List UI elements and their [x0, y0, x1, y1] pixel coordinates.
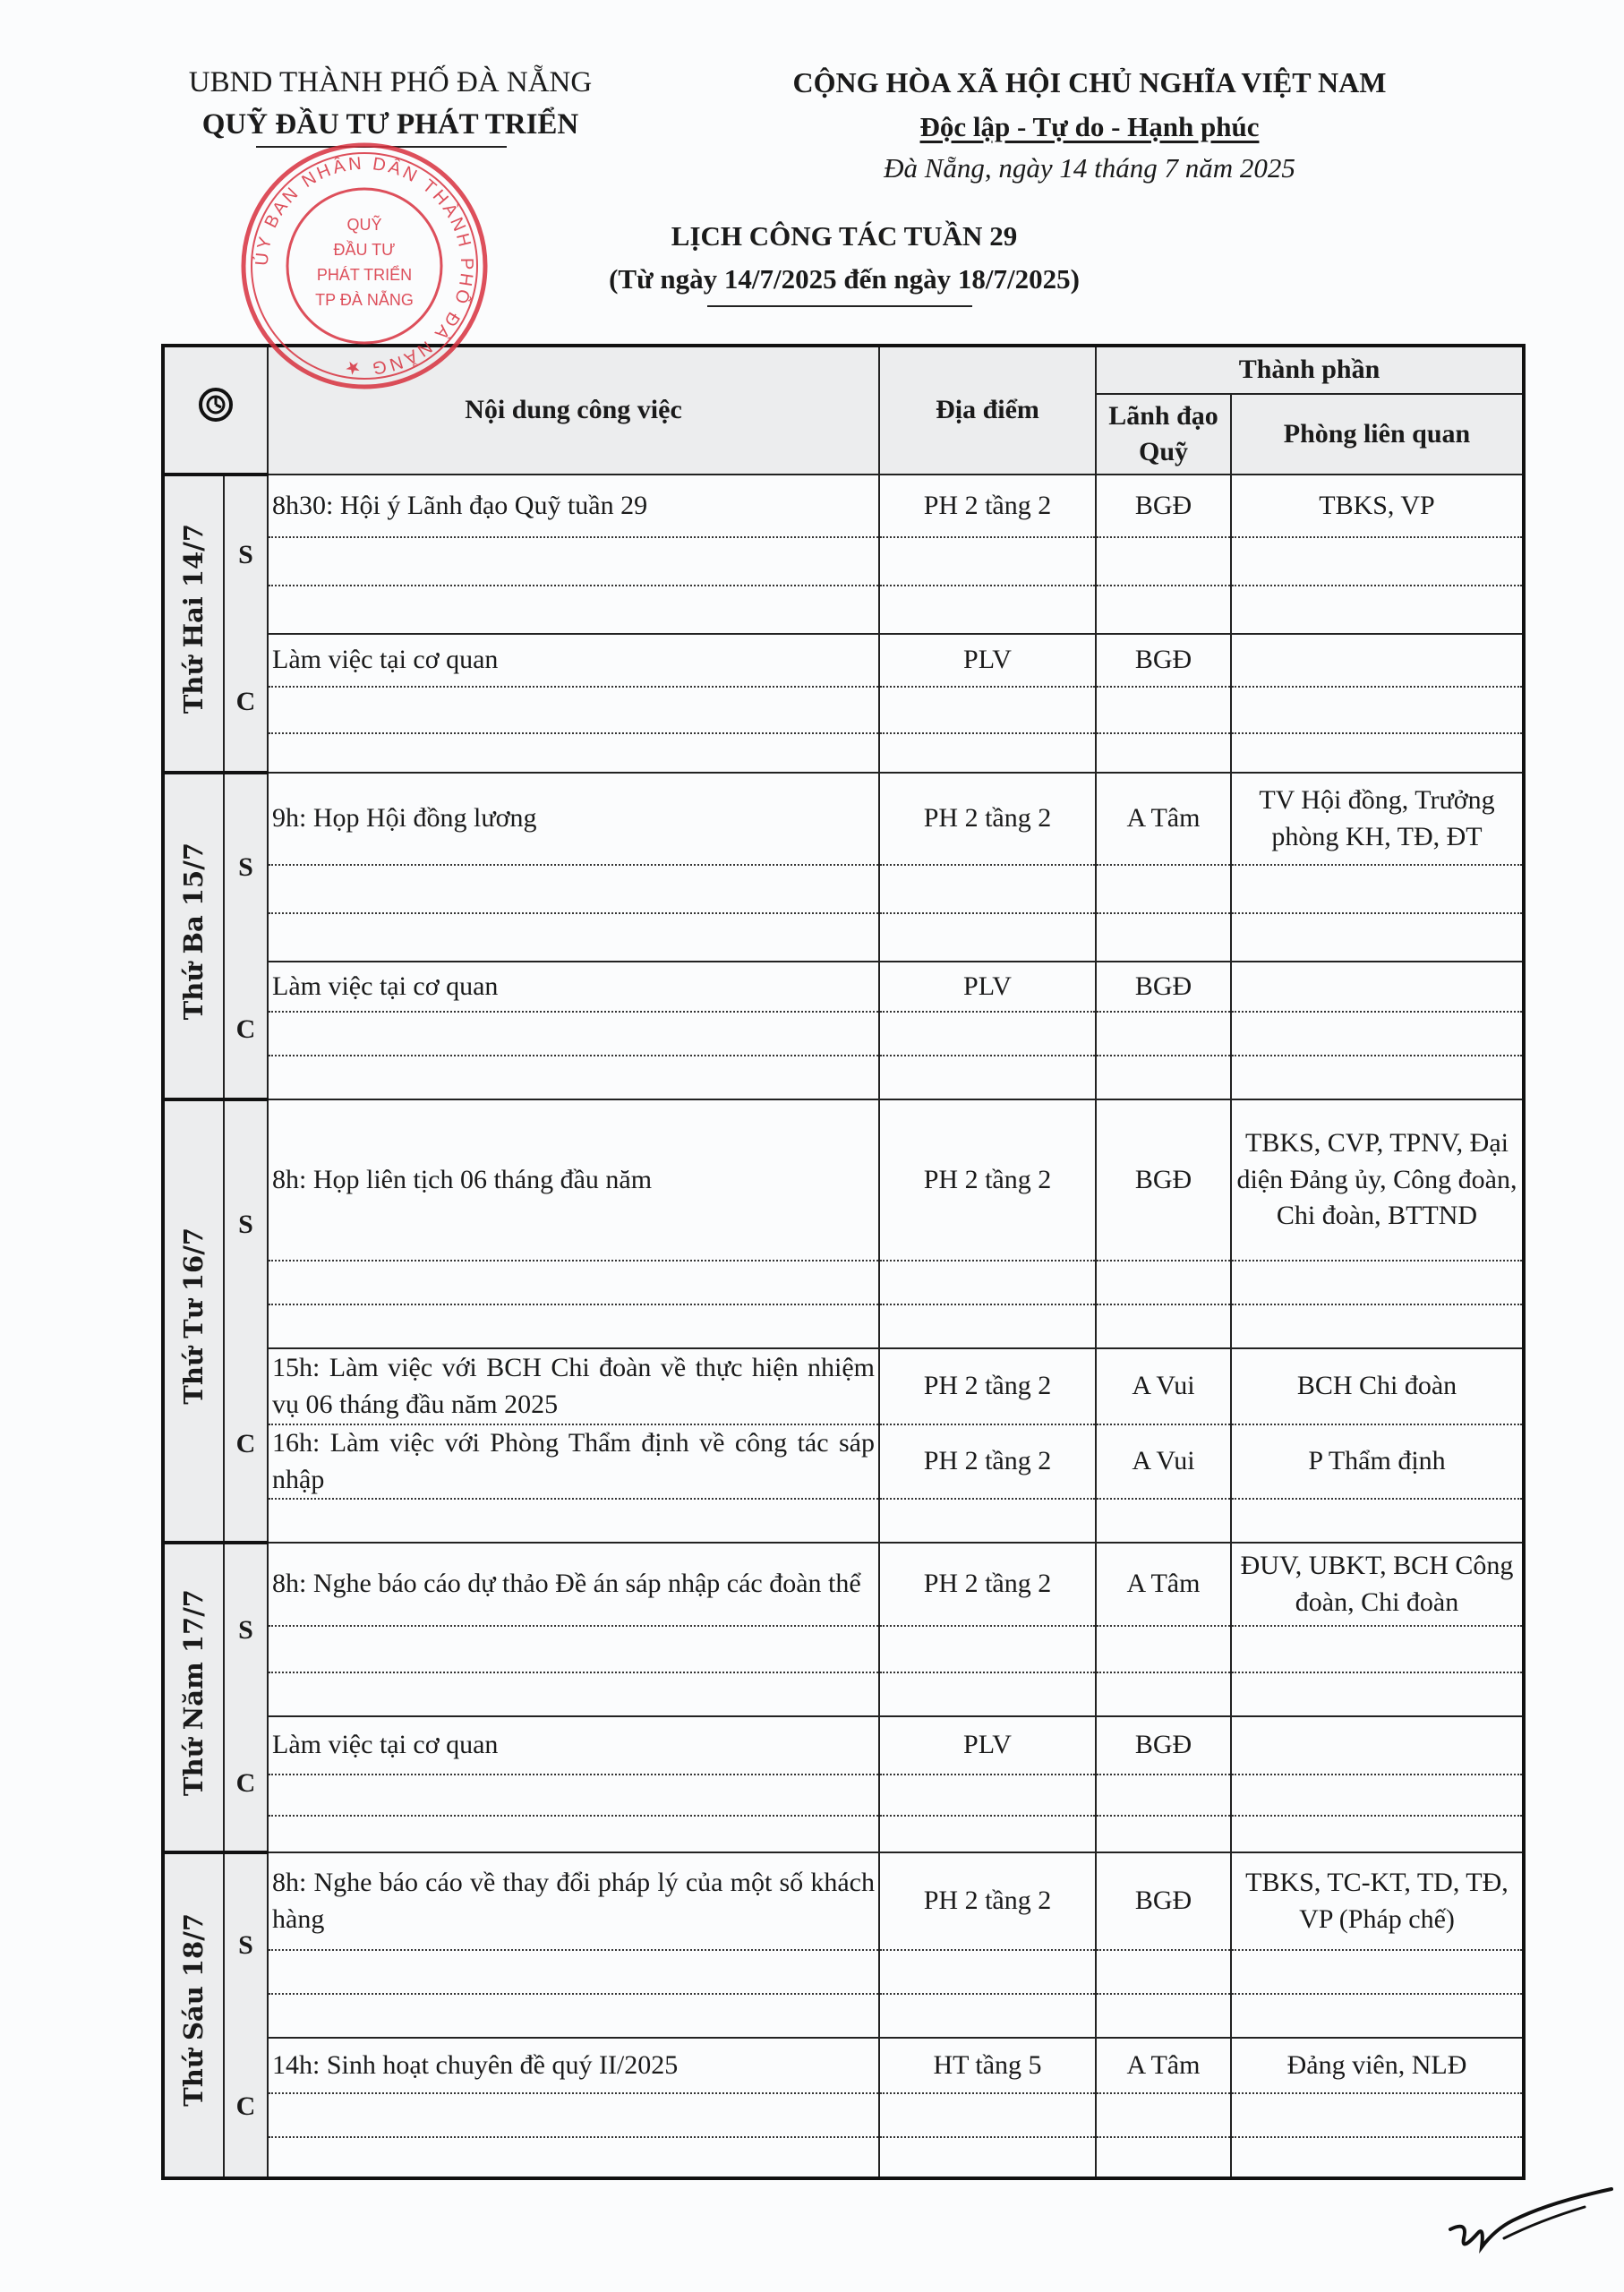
task-departments — [1231, 1056, 1524, 1099]
task-leader — [1096, 1672, 1231, 1716]
task-location — [879, 537, 1096, 586]
table-row — [163, 2038, 1524, 2093]
day-label: Thứ Tư 16/7 — [177, 1227, 209, 1405]
table-row — [163, 773, 1524, 865]
table-row — [163, 1304, 1524, 1348]
table-row — [163, 1775, 1524, 1816]
task-content — [268, 1816, 879, 1852]
task-location: HT tầng 5 — [879, 2038, 1096, 2093]
table-row — [163, 2137, 1524, 2178]
session-code: S — [224, 1543, 268, 1716]
task-content: Làm việc tại cơ quan — [268, 634, 879, 687]
table-row — [163, 913, 1524, 962]
task-leader — [1096, 586, 1231, 634]
task-location: PH 2 tầng 2 — [879, 475, 1096, 537]
header-location: Địa điểm — [879, 346, 1096, 475]
task-content — [268, 913, 879, 962]
table-row — [163, 1672, 1524, 1716]
task-location: PH 2 tầng 2 — [879, 1348, 1096, 1424]
day-label-cell — [163, 1099, 224, 1543]
session-code: S — [224, 475, 268, 634]
table-row — [163, 1424, 1524, 1499]
session-code: S — [224, 1852, 268, 2038]
task-content — [268, 1012, 879, 1056]
task-content — [268, 733, 879, 773]
table-row — [163, 2093, 1524, 2137]
table-row — [163, 1716, 1524, 1775]
task-content: 14h: Sinh hoạt chuyên đề quý II/2025 — [268, 2038, 879, 2093]
table-row — [163, 1499, 1524, 1543]
task-leader — [1096, 865, 1231, 913]
svg-text:ỦY BAN NHÂN DÂN THÀNH PHỐ ĐÀ N: ỦY BAN NHÂN DÂN THÀNH PHỐ ĐÀ NẴNG ★ — [252, 153, 477, 379]
national-title: CỘNG HÒA XÃ HỘI CHỦ NGHĨA VIỆT NAM — [792, 66, 1387, 98]
task-departments — [1231, 2093, 1524, 2137]
header-content: Nội dung công việc — [268, 346, 879, 475]
day-label-cell — [163, 1543, 224, 1852]
task-content: 9h: Họp Hội đồng lương — [268, 773, 879, 865]
day-label: Thứ Ba 15/7 — [177, 842, 209, 1020]
schedule-body — [163, 475, 1524, 2178]
table-row — [163, 1816, 1524, 1852]
task-leader — [1096, 537, 1231, 586]
task-leader: A Tâm — [1096, 2038, 1231, 2093]
task-content: 8h30: Hội ý Lãnh đạo Quỹ tuần 29 — [268, 475, 879, 537]
task-departments — [1231, 1716, 1524, 1775]
task-leader: BGĐ — [1096, 962, 1231, 1012]
task-leader — [1096, 1816, 1231, 1852]
task-content: Làm việc tại cơ quan — [268, 962, 879, 1012]
task-leader: A Tâm — [1096, 1543, 1231, 1626]
task-leader: BGĐ — [1096, 1852, 1231, 1950]
header-leader: Lãnh đạo Quỹ — [1096, 394, 1231, 475]
day-label-cell — [163, 475, 224, 773]
task-content — [268, 537, 879, 586]
task-departments — [1231, 586, 1524, 634]
title-underline — [707, 305, 972, 307]
table-row — [163, 1543, 1524, 1626]
task-leader — [1096, 913, 1231, 962]
task-leader — [1096, 2137, 1231, 2178]
task-departments — [1231, 1499, 1524, 1543]
task-leader: A Vui — [1096, 1424, 1231, 1499]
day-label: Thứ Hai 14/7 — [177, 523, 209, 714]
task-departments — [1231, 1012, 1524, 1056]
svg-text:QUỸ: QUỸ — [346, 216, 382, 234]
table-row — [163, 733, 1524, 773]
day-label-cell — [163, 1852, 224, 2178]
task-leader — [1096, 1994, 1231, 2038]
task-content — [268, 1056, 879, 1099]
task-location: PH 2 tầng 2 — [879, 1852, 1096, 1950]
task-content: 8h: Nghe báo cáo về thay đổi pháp lý của một số khách hàng — [268, 1852, 879, 1950]
task-location — [879, 913, 1096, 962]
task-content — [268, 1304, 879, 1348]
task-departments — [1231, 634, 1524, 687]
task-location: PH 2 tầng 2 — [879, 1543, 1096, 1626]
table-row — [163, 1261, 1524, 1304]
task-departments — [1231, 1672, 1524, 1716]
schedule-table — [161, 344, 1526, 2180]
table-row — [163, 634, 1524, 687]
task-departments: ĐUV, UBKT, BCH Công đoàn, Chi đoàn — [1231, 1543, 1524, 1626]
table-row — [163, 1994, 1524, 2038]
task-location — [879, 1816, 1096, 1852]
table-row — [163, 1012, 1524, 1056]
task-location: PH 2 tầng 2 — [879, 1099, 1096, 1261]
task-leader — [1096, 1499, 1231, 1543]
task-leader — [1096, 1012, 1231, 1056]
task-location — [879, 1261, 1096, 1304]
doc-subtitle: (Từ ngày 14/7/2025 đến ngày 18/7/2025) — [609, 263, 1080, 295]
task-leader — [1096, 1304, 1231, 1348]
task-leader — [1096, 2093, 1231, 2137]
org-name: QUỸ ĐẦU TƯ PHÁT TRIỂN — [201, 108, 579, 141]
header-participants: Thành phần — [1096, 346, 1524, 394]
task-content — [268, 865, 879, 913]
task-location — [879, 1012, 1096, 1056]
task-content — [268, 1499, 879, 1543]
task-location — [879, 586, 1096, 634]
task-departments — [1231, 2137, 1524, 2178]
task-location — [879, 1056, 1096, 1099]
session-code: C — [224, 1716, 268, 1852]
task-departments: Đảng viên, NLĐ — [1231, 2038, 1524, 2093]
task-departments: TV Hội đồng, Trưởng phòng KH, TĐ, ĐT — [1231, 773, 1524, 865]
table-row — [163, 537, 1524, 586]
task-leader — [1096, 1261, 1231, 1304]
task-location — [879, 733, 1096, 773]
header-departments: Phòng liên quan — [1231, 394, 1524, 475]
day-label-cell — [163, 773, 224, 1099]
task-departments — [1231, 1994, 1524, 2038]
svg-text:PHÁT TRIỂN: PHÁT TRIỂN — [316, 266, 413, 284]
task-departments — [1231, 962, 1524, 1012]
task-departments — [1231, 865, 1524, 913]
table-row — [163, 865, 1524, 913]
day-label: Thứ Sáu 18/7 — [177, 1913, 209, 2108]
session-code: C — [224, 962, 268, 1099]
task-location — [879, 1775, 1096, 1816]
official-stamp — [235, 136, 494, 396]
session-code: C — [224, 2038, 268, 2178]
task-location: PLV — [879, 1716, 1096, 1775]
task-departments: TBKS, CVP, TPNV, Đại diện Đảng ủy, Công đoàn, Chi đoàn, BTTND — [1231, 1099, 1524, 1261]
doc-title: LỊCH CÔNG TÁC TUẦN 29 — [671, 220, 1018, 252]
task-content: Làm việc tại cơ quan — [268, 1716, 879, 1775]
task-location: PH 2 tầng 2 — [879, 1424, 1096, 1499]
task-location: PLV — [879, 962, 1096, 1012]
task-location: PH 2 tầng 2 — [879, 773, 1096, 865]
task-departments — [1231, 1261, 1524, 1304]
task-location — [879, 2093, 1096, 2137]
table-row — [163, 1852, 1524, 1950]
task-location — [879, 1994, 1096, 2038]
task-leader: BGĐ — [1096, 475, 1231, 537]
table-row — [163, 1348, 1524, 1424]
task-leader: BGĐ — [1096, 1716, 1231, 1775]
task-departments: TBKS, TC-KT, TD, TĐ, VP (Pháp chế) — [1231, 1852, 1524, 1950]
task-leader: A Vui — [1096, 1348, 1231, 1424]
task-location: PLV — [879, 634, 1096, 687]
task-content — [268, 2137, 879, 2178]
task-departments — [1231, 1816, 1524, 1852]
task-departments — [1231, 687, 1524, 733]
task-leader — [1096, 1775, 1231, 1816]
task-leader: A Tâm — [1096, 773, 1231, 865]
table-row — [163, 1626, 1524, 1672]
task-departments: TBKS, VP — [1231, 475, 1524, 537]
session-code: S — [224, 773, 268, 962]
task-leader: BGĐ — [1096, 634, 1231, 687]
task-location — [879, 2137, 1096, 2178]
task-departments — [1231, 733, 1524, 773]
org-parent: UBND THÀNH PHỐ ĐÀ NẴNG — [188, 66, 593, 98]
task-location — [879, 687, 1096, 733]
task-location — [879, 1499, 1096, 1543]
task-departments — [1231, 1950, 1524, 1994]
task-content — [268, 1950, 879, 1994]
task-content — [268, 1261, 879, 1304]
task-content — [268, 586, 879, 634]
task-content: 15h: Làm việc với BCH Chi đoàn về thực hiện nhiệm vụ 06 tháng đầu năm 2025 — [268, 1348, 879, 1424]
clock-icon — [198, 387, 234, 423]
place-date: Đà Nẵng, ngày 14 tháng 7 năm 2025 — [884, 152, 1295, 184]
table-row — [163, 687, 1524, 733]
task-leader — [1096, 687, 1231, 733]
table-row — [163, 1099, 1524, 1261]
task-content — [268, 2093, 879, 2137]
task-departments — [1231, 537, 1524, 586]
task-leader — [1096, 1056, 1231, 1099]
task-location — [879, 865, 1096, 913]
task-location — [879, 1626, 1096, 1672]
task-leader — [1096, 733, 1231, 773]
task-location — [879, 1672, 1096, 1716]
table-row — [163, 1056, 1524, 1099]
task-location — [879, 1950, 1096, 1994]
task-departments: BCH Chi đoàn — [1231, 1348, 1524, 1424]
task-leader: BGĐ — [1096, 1099, 1231, 1261]
task-leader — [1096, 1626, 1231, 1672]
task-departments — [1231, 1304, 1524, 1348]
session-code: C — [224, 1348, 268, 1543]
task-content — [268, 1775, 879, 1816]
session-code: C — [224, 634, 268, 773]
task-content: 8h: Họp liên tịch 06 tháng đầu năm — [268, 1099, 879, 1261]
task-content — [268, 1626, 879, 1672]
task-departments — [1231, 1626, 1524, 1672]
svg-text:TP ĐÀ NẴNG: TP ĐÀ NẴNG — [315, 291, 414, 309]
signature — [1441, 2185, 1620, 2265]
task-content: 8h: Nghe báo cáo dự thảo Đề án sáp nhập các đoàn thể — [268, 1543, 879, 1626]
day-label: Thứ Năm 17/7 — [177, 1588, 209, 1796]
svg-text:ĐẦU TƯ: ĐẦU TƯ — [333, 241, 396, 259]
task-departments — [1231, 1775, 1524, 1816]
task-content — [268, 1672, 879, 1716]
task-content — [268, 1994, 879, 2038]
session-code: S — [224, 1099, 268, 1348]
table-row — [163, 586, 1524, 634]
task-content: 16h: Làm việc với Phòng Thẩm định về công tác sáp nhập — [268, 1424, 879, 1499]
task-location — [879, 1304, 1096, 1348]
task-content — [268, 687, 879, 733]
task-departments: P Thẩm định — [1231, 1424, 1524, 1499]
table-row — [163, 1950, 1524, 1994]
table-row — [163, 475, 1524, 537]
task-departments — [1231, 913, 1524, 962]
motto: Độc lập - Tự do - Hạnh phúc — [919, 111, 1260, 142]
table-row — [163, 962, 1524, 1012]
task-leader — [1096, 1950, 1231, 1994]
